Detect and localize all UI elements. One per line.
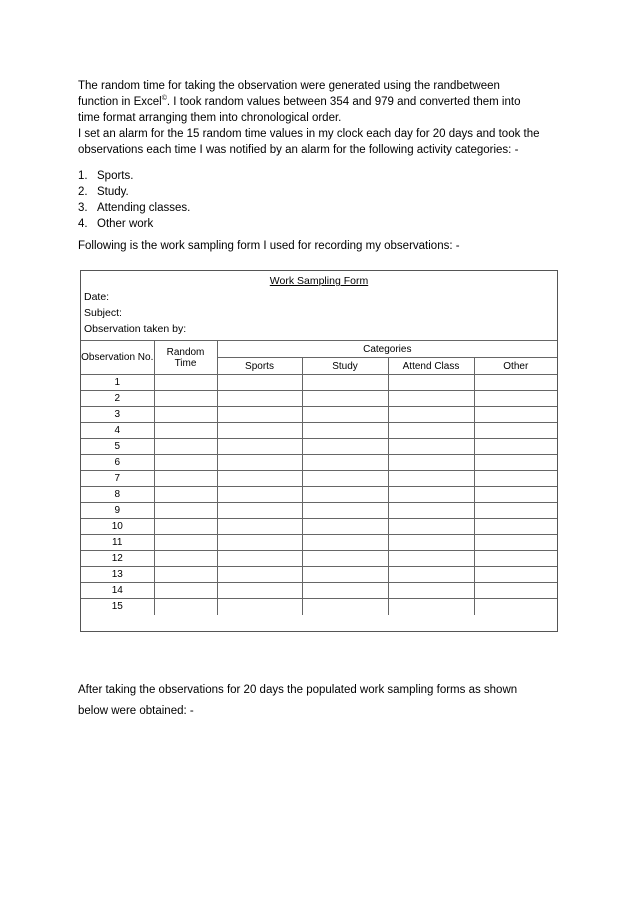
empty-entry-cell bbox=[474, 519, 557, 535]
list-item: 4. Other work bbox=[78, 218, 154, 230]
observation-number-cell: 11 bbox=[81, 535, 154, 551]
activity-category-list bbox=[78, 168, 190, 232]
empty-entry-cell bbox=[302, 455, 388, 471]
column-header-observation-no: Observation No. bbox=[81, 341, 154, 375]
empty-entry-cell bbox=[217, 551, 302, 567]
table-row bbox=[81, 455, 557, 471]
observation-number-cell: 9 bbox=[81, 503, 154, 519]
empty-entry-cell bbox=[154, 519, 217, 535]
empty-entry-cell bbox=[388, 471, 474, 487]
empty-entry-cell bbox=[154, 423, 217, 439]
empty-entry-cell bbox=[474, 551, 557, 567]
table-row bbox=[81, 375, 557, 391]
form-intro: Following is the work sampling form I used for recording my observations: - bbox=[78, 240, 460, 252]
column-header-other: Other bbox=[474, 358, 557, 375]
observation-number-cell: 1 bbox=[81, 375, 154, 391]
table-row bbox=[81, 519, 557, 535]
empty-entry-cell bbox=[217, 407, 302, 423]
table-row bbox=[81, 391, 557, 407]
empty-entry-cell bbox=[154, 439, 217, 455]
empty-entry-cell bbox=[302, 551, 388, 567]
empty-entry-cell bbox=[154, 455, 217, 471]
empty-entry-cell bbox=[474, 375, 557, 391]
empty-entry-cell bbox=[217, 423, 302, 439]
table-row bbox=[81, 439, 557, 455]
empty-entry-cell bbox=[217, 599, 302, 615]
empty-entry-cell bbox=[302, 375, 388, 391]
column-header-categories: Categories bbox=[217, 341, 557, 358]
table-row bbox=[81, 423, 557, 439]
empty-entry-cell bbox=[302, 503, 388, 519]
empty-entry-cell bbox=[388, 487, 474, 503]
observation-number-cell: 12 bbox=[81, 551, 154, 567]
empty-entry-cell bbox=[302, 439, 388, 455]
empty-entry-cell bbox=[154, 567, 217, 583]
empty-entry-cell bbox=[154, 375, 217, 391]
empty-entry-cell bbox=[388, 423, 474, 439]
intro-line-3: time format arranging them into chronological order. bbox=[78, 112, 342, 124]
table-row bbox=[81, 583, 557, 599]
empty-entry-cell bbox=[302, 391, 388, 407]
empty-entry-cell bbox=[217, 535, 302, 551]
table-header-row bbox=[81, 341, 557, 358]
observation-number-cell: 13 bbox=[81, 567, 154, 583]
observation-number-cell: 4 bbox=[81, 423, 154, 439]
column-header-study: Study bbox=[302, 358, 388, 375]
table-row bbox=[81, 471, 557, 487]
closing-line-2: below were obtained: - bbox=[78, 705, 194, 717]
intro-line-4: I set an alarm for the 15 random time values in my clock each day for 20 days and took the bbox=[78, 128, 540, 140]
empty-entry-cell bbox=[217, 487, 302, 503]
list-item: 3. Attending classes. bbox=[78, 202, 191, 214]
empty-entry-cell bbox=[388, 503, 474, 519]
table-row bbox=[81, 407, 557, 423]
empty-entry-cell bbox=[474, 423, 557, 439]
empty-entry-cell bbox=[154, 583, 217, 599]
column-header-random-time: Random Time bbox=[154, 341, 217, 375]
table-row bbox=[81, 551, 557, 567]
empty-entry-cell bbox=[217, 375, 302, 391]
empty-entry-cell bbox=[217, 519, 302, 535]
empty-entry-cell bbox=[302, 567, 388, 583]
observer-label: Observation taken by: bbox=[84, 323, 187, 335]
intro-line-5: observations each time I was notified by an alarm for the following activity categories: - bbox=[78, 144, 519, 156]
list-item: 2. Study. bbox=[78, 186, 129, 198]
empty-entry-cell bbox=[154, 487, 217, 503]
observation-number-cell: 2 bbox=[81, 391, 154, 407]
empty-entry-cell bbox=[154, 551, 217, 567]
empty-entry-cell bbox=[217, 503, 302, 519]
empty-entry-cell bbox=[388, 439, 474, 455]
empty-entry-cell bbox=[388, 391, 474, 407]
table-row bbox=[81, 503, 557, 519]
copyright-mark: © bbox=[161, 95, 167, 103]
form-title: Work Sampling Form bbox=[269, 275, 369, 287]
empty-entry-cell bbox=[388, 599, 474, 615]
empty-entry-cell bbox=[388, 519, 474, 535]
observation-number-cell: 7 bbox=[81, 471, 154, 487]
empty-entry-cell bbox=[302, 471, 388, 487]
empty-entry-cell bbox=[474, 439, 557, 455]
date-label: Date: bbox=[84, 291, 110, 303]
observation-number-cell: 5 bbox=[81, 439, 154, 455]
empty-entry-cell bbox=[154, 407, 217, 423]
list-item: 1. Sports. bbox=[78, 170, 134, 182]
empty-entry-cell bbox=[154, 391, 217, 407]
empty-entry-cell bbox=[302, 519, 388, 535]
empty-entry-cell bbox=[388, 375, 474, 391]
closing-line-1: After taking the observations for 20 days the populated work sampling forms as shown bbox=[78, 684, 518, 696]
intro-paragraph bbox=[78, 78, 566, 158]
empty-entry-cell bbox=[388, 583, 474, 599]
empty-entry-cell bbox=[474, 407, 557, 423]
empty-entry-cell bbox=[217, 439, 302, 455]
empty-entry-cell bbox=[388, 551, 474, 567]
observation-number-cell: 8 bbox=[81, 487, 154, 503]
empty-entry-cell bbox=[154, 535, 217, 551]
empty-entry-cell bbox=[474, 471, 557, 487]
empty-entry-cell bbox=[474, 599, 557, 615]
table-row bbox=[81, 567, 557, 583]
empty-entry-cell bbox=[302, 535, 388, 551]
observation-number-cell: 3 bbox=[81, 407, 154, 423]
table-body bbox=[81, 375, 557, 615]
column-header-sports: Sports bbox=[217, 358, 302, 375]
empty-entry-cell bbox=[474, 391, 557, 407]
observation-number-cell: 15 bbox=[81, 599, 154, 615]
empty-entry-cell bbox=[388, 455, 474, 471]
empty-entry-cell bbox=[217, 567, 302, 583]
empty-entry-cell bbox=[302, 423, 388, 439]
table-row bbox=[81, 599, 557, 615]
observation-table bbox=[81, 340, 557, 615]
column-header-attend-class: Attend Class bbox=[388, 358, 474, 375]
empty-entry-cell bbox=[154, 471, 217, 487]
empty-entry-cell bbox=[474, 583, 557, 599]
subject-label: Subject: bbox=[84, 307, 122, 319]
empty-entry-cell bbox=[474, 535, 557, 551]
empty-entry-cell bbox=[302, 487, 388, 503]
empty-entry-cell bbox=[217, 471, 302, 487]
intro-line-1: The random time for taking the observation were generated using the randbetween bbox=[78, 80, 500, 92]
empty-entry-cell bbox=[388, 567, 474, 583]
observation-number-cell: 6 bbox=[81, 455, 154, 471]
empty-entry-cell bbox=[474, 455, 557, 471]
empty-entry-cell bbox=[388, 535, 474, 551]
empty-entry-cell bbox=[474, 487, 557, 503]
empty-entry-cell bbox=[217, 455, 302, 471]
empty-entry-cell bbox=[154, 503, 217, 519]
intro-line-2: function in Excel©. I took random values between 354 and 979 and converted them into bbox=[78, 95, 521, 108]
empty-entry-cell bbox=[217, 391, 302, 407]
closing-paragraph bbox=[78, 680, 568, 722]
empty-entry-cell bbox=[154, 599, 217, 615]
empty-entry-cell bbox=[302, 407, 388, 423]
empty-entry-cell bbox=[388, 407, 474, 423]
empty-entry-cell bbox=[217, 583, 302, 599]
empty-entry-cell bbox=[302, 599, 388, 615]
empty-entry-cell bbox=[474, 567, 557, 583]
table-row bbox=[81, 487, 557, 503]
observation-number-cell: 14 bbox=[81, 583, 154, 599]
work-sampling-form bbox=[80, 270, 558, 632]
empty-entry-cell bbox=[302, 583, 388, 599]
observation-number-cell: 10 bbox=[81, 519, 154, 535]
empty-entry-cell bbox=[474, 503, 557, 519]
table-row bbox=[81, 535, 557, 551]
